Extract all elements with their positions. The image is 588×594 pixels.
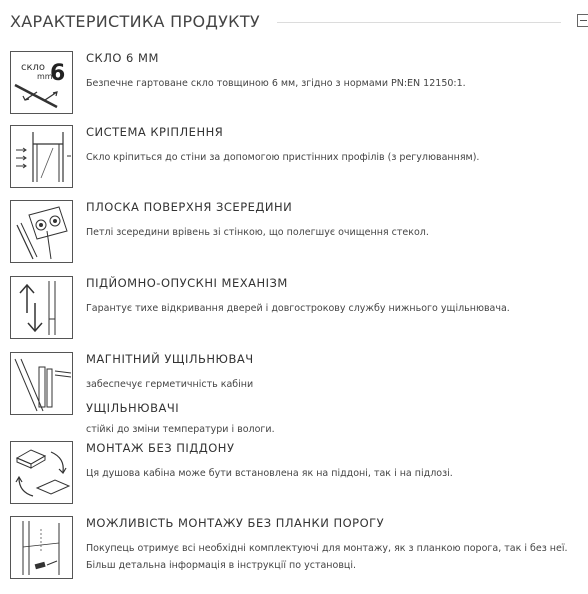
feature-description: Скло кріпиться до стіни за допомогою пристінних профілів (з регулюванням). <box>86 152 480 163</box>
feature-title: МОЖЛИВІСТЬ МОНТАЖУ БЕЗ ПЛАНКИ ПОРОГУ <box>86 516 385 530</box>
feature-title: СКЛО 6 ММ <box>86 51 159 65</box>
magnetic-seal-icon <box>10 352 73 415</box>
feature-description: Ця душова кабіна може бути встановлена як на піддоні, так і на підлозі. <box>86 468 453 479</box>
feature-subdescription: стійкі до зміни температури і вологи. <box>86 424 275 435</box>
feature-description: Безпечне гартоване скло товщиною 6 мм, згідно з нормами PN:EN 12150:1. <box>86 78 466 89</box>
section-title: ХАРАКТЕРИСТИКА ПРОДУКТУ <box>10 12 260 31</box>
threshold-strip-icon <box>10 516 73 579</box>
icon-text-sklo: скло <box>21 62 46 73</box>
feature-title: ПІДЙОМНО-ОПУСКНІ МЕХАНІЗМ <box>86 276 288 290</box>
icon-text-mm: mm <box>37 72 53 81</box>
glass-6mm-icon <box>10 51 73 114</box>
feature-description: Покупець отримує всі необхідні комплектуючі для монтажу, як з планкою порога, так і без неї. Більш детальна інформація в інструкції по установці. <box>86 543 568 571</box>
header-divider <box>277 22 561 23</box>
flat-inner-surface-icon <box>10 200 73 263</box>
feature-description: Гарантує тихе відкривання дверей і довгострокову службу нижнього ущільнювача. <box>86 303 510 314</box>
feature-title: ПЛОСКА ПОВЕРХНЯ ЗСЕРЕДИНИ <box>86 200 293 214</box>
icon-text-number: 6 <box>50 61 66 86</box>
installation-without-tray-icon <box>10 441 73 504</box>
feature-description: Петлі зсередини врівень зі стінкою, що полегшує очищення стекол. <box>86 227 429 238</box>
feature-title: МОНТАЖ БЕЗ ПІДДОНУ <box>86 441 235 455</box>
lift-lower-mechanism-icon <box>10 276 73 339</box>
feature-description: забеспечує герметичність кабіни <box>86 379 254 390</box>
section-header <box>10 10 588 36</box>
feature-subtitle: УЩІЛЬНЮВАЧІ <box>86 401 180 415</box>
feature-title: СИСТЕМА КРІПЛЕННЯ <box>86 125 224 139</box>
wall-mounting-icon <box>10 125 73 188</box>
minus-square-icon[interactable] <box>577 14 588 27</box>
feature-title: МАГНІТНИЙ УЩІЛЬНЮВАЧ <box>86 352 254 366</box>
